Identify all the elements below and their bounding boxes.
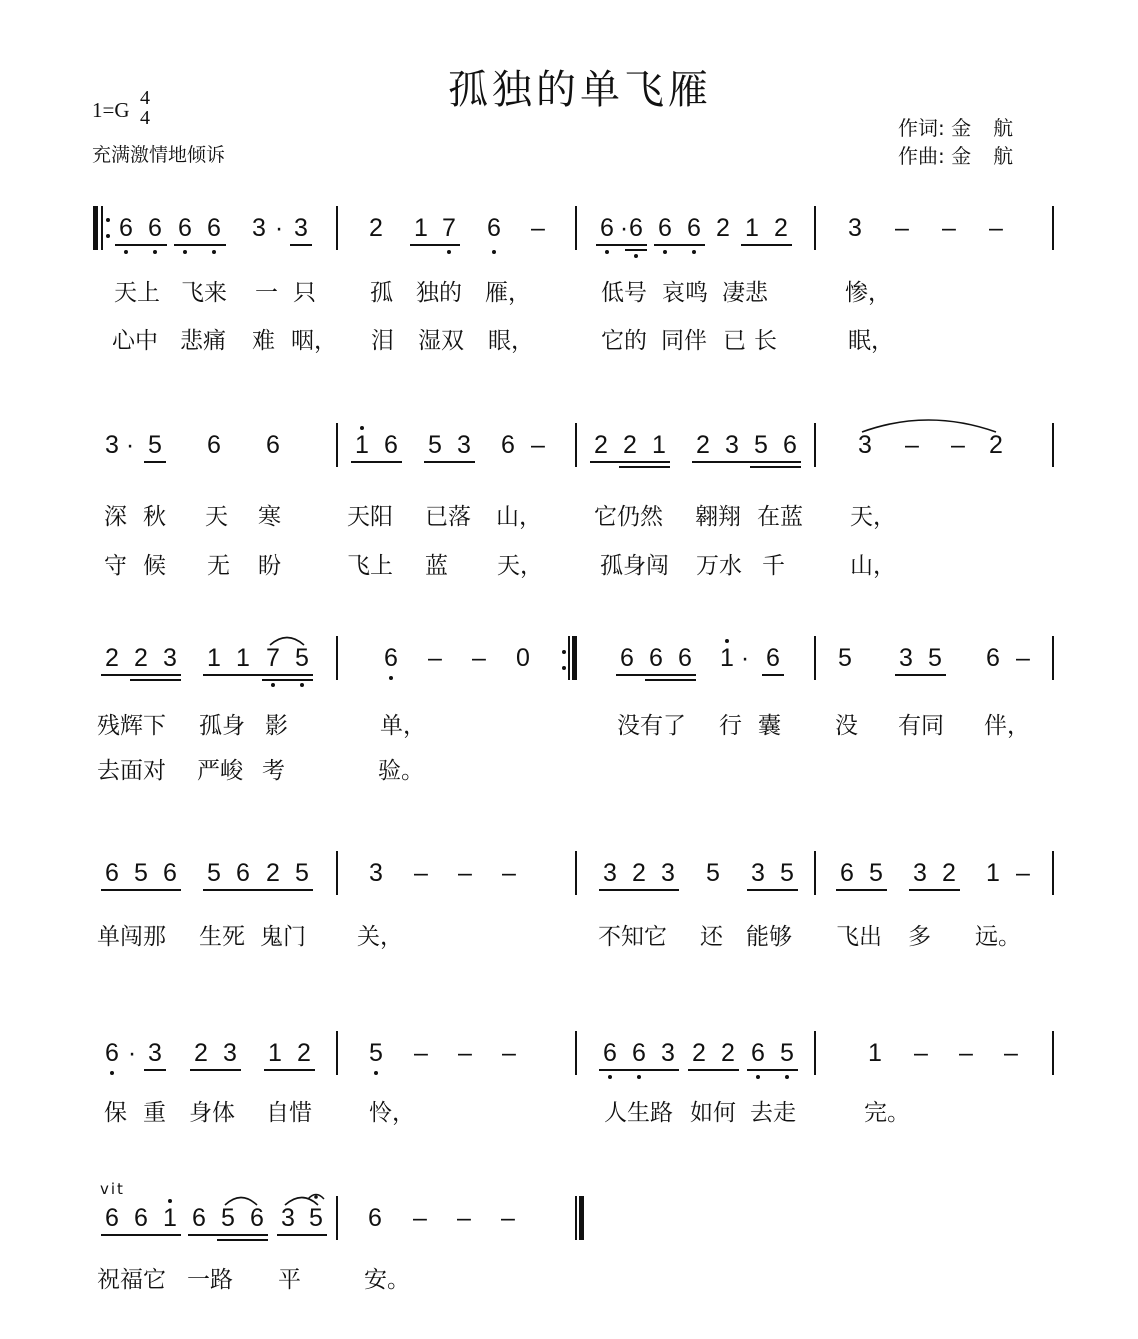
lyric: 没 [835,713,858,739]
lyric: 有同 [898,713,944,739]
lyric: 验。 [378,758,424,784]
note: 3 [603,859,617,887]
lyric: 心中 [112,328,158,354]
note: 1 [207,644,221,672]
note: 2 [194,1039,208,1067]
lyric: 单， [380,713,426,739]
note: 6 [840,859,854,887]
note: 5 [780,859,794,887]
note: 2 [266,859,280,887]
dash: – [501,1204,515,1232]
note: 3 [661,1039,675,1067]
note: 7 [266,644,280,672]
note: 6 [986,644,1000,672]
note: 2 [134,644,148,672]
dash: – [458,1039,472,1067]
dot-extension: · [274,214,284,242]
lyric: 怜， [369,1100,415,1126]
note: 6 [649,644,663,672]
note: 3 [751,859,765,887]
dash: – [414,859,428,887]
note: 5 [221,1204,235,1232]
slur [285,1198,318,1206]
lyric: 天上 [114,280,160,306]
lyric: 已 [723,328,746,354]
note: 6 [368,1204,382,1232]
lyric: 人生路 [604,1100,673,1126]
note: 5 [207,859,221,887]
lyric: 没有了 [617,713,686,739]
slur [225,1198,257,1206]
lyric: 多 [908,924,931,950]
lyric: 山， [496,504,542,530]
lyricist-label: 作词: [898,116,945,140]
note: 2 [594,431,608,459]
note: 3 [252,214,266,242]
dash: – [413,1204,427,1232]
note: 6 [620,644,634,672]
lyric: 已落 [425,504,471,530]
note: 6 [751,1039,765,1067]
note: 6 [384,644,398,672]
lyric: 残辉下 [97,713,166,739]
note: 2 [989,431,1003,459]
lyric: 平 [278,1267,301,1293]
lyric: 重 [143,1100,166,1126]
note: 3 [848,214,862,242]
dash: – [531,214,545,242]
note: 6 [148,214,162,242]
lyric: 深 [104,504,127,530]
tempo-marking: 充满激情地倾诉 [92,144,226,166]
lyric: 单闯那 [97,924,166,950]
note: 1 [720,644,734,672]
note: 6 [105,1039,119,1067]
lyric: 秋 [143,504,166,530]
lyric: 远。 [975,924,1021,950]
note: 3 [725,431,739,459]
dash: – [959,1039,973,1067]
note: 6 [236,859,250,887]
dash: – [1016,859,1030,887]
dash: – [472,644,486,672]
note: 6 [687,214,701,242]
expression-mark: vit [100,1180,125,1198]
note: 6 [192,1204,206,1232]
note: 6 [658,214,672,242]
note: 6 [600,214,614,242]
lyric: 一 [255,280,278,306]
lyric: 天 [205,504,228,530]
dash: – [457,1204,471,1232]
lyric: 盼 [258,553,281,579]
dash: – [942,214,956,242]
note: 5 [369,1039,383,1067]
lyric: 孤身闯 [600,553,669,579]
lyric: 飞上 [347,553,393,579]
note: 6 [487,214,501,242]
lyric: 伴， [984,713,1030,739]
lyric: 考 [262,758,285,784]
lyric: 它仍然 [594,504,663,530]
dash: – [502,859,516,887]
dash: – [1016,644,1030,672]
lyric: 天， [497,553,543,579]
dot-extension: · [125,431,135,459]
note: 6 [783,431,797,459]
note: 1 [868,1039,882,1067]
note: 5 [295,859,309,887]
note: 6 [105,1204,119,1232]
lyric: 生死 [199,924,245,950]
lyric: 咽， [291,328,337,354]
lyric: 祝福它 [97,1267,166,1293]
note: 1 [414,214,428,242]
composer-name: 金航 [951,144,1036,168]
note: 1 [652,431,666,459]
dot-extension: · [740,644,750,672]
lyric: 独的 [416,280,462,306]
note: 6 [629,214,643,242]
lyric: 万水 [696,553,742,579]
dash: – [905,431,919,459]
note: 2 [369,214,383,242]
song-title: 孤独的单飞雁 [448,67,712,113]
lyric: 天阳 [347,504,393,530]
lyric: 能够 [746,924,792,950]
lyric: 关， [357,924,403,950]
lyric: 身体 [189,1100,235,1126]
lyric: 惨， [845,280,891,306]
dash: – [531,431,545,459]
lyric: 蓝 [425,553,448,579]
note: 3 [913,859,927,887]
note: 5 [706,859,720,887]
note: 5 [148,431,162,459]
key-signature: 1=G [92,98,130,122]
note: 2 [297,1039,311,1067]
note: 1 [163,1204,177,1232]
dot-extension: · [619,214,629,242]
note: 5 [295,644,309,672]
note: 1 [268,1039,282,1067]
note: 3 [899,644,913,672]
lyric: 悲痛 [180,328,226,354]
dash: – [428,644,442,672]
lyric: 难 [252,328,275,354]
lyric: 只 [293,280,316,306]
note: 3 [858,431,872,459]
lyric: 千 [762,553,785,579]
note: 5 [134,859,148,887]
note: 6 [603,1039,617,1067]
note: 6 [207,431,221,459]
note: 3 [281,1204,295,1232]
lyric: 保 [104,1100,127,1126]
note: 5 [869,859,883,887]
note: 1 [745,214,759,242]
note: 1 [355,431,369,459]
lyric: 在蓝 [757,504,803,530]
lyric: 候 [143,553,166,579]
lyric: 去面对 [97,758,166,784]
rest: 0 [516,644,530,672]
lyric: 行 [719,713,742,739]
lyric: 不知它 [598,924,667,950]
note: 2 [632,859,646,887]
note: 6 [678,644,692,672]
lyric: 孤身 [199,713,245,739]
note: 6 [266,431,280,459]
dash: – [458,859,472,887]
slur [270,638,304,646]
lyric: 孤 [370,280,393,306]
lyric: 山， [850,553,896,579]
note: 3 [223,1039,237,1067]
dash: – [914,1039,928,1067]
dash: – [502,1039,516,1067]
lyric: 它的 [601,328,647,354]
lyric: 长 [754,328,777,354]
note: 6 [163,859,177,887]
note: 5 [838,644,852,672]
note: 6 [250,1204,264,1232]
lyric: 去走 [750,1100,796,1126]
note: 2 [692,1039,706,1067]
lyric: 鬼门 [260,924,306,950]
note: 2 [696,431,710,459]
lyric: 一路 [187,1267,233,1293]
note: 3 [661,859,675,887]
lyric: 飞来 [181,280,227,306]
note: 6 [207,214,221,242]
dash: – [1004,1039,1018,1067]
note: 2 [716,214,730,242]
lyric: 低号 [601,280,647,306]
note: 5 [309,1204,323,1232]
note: 6 [105,859,119,887]
lyric: 守 [104,553,127,579]
lyric: 飞出 [836,924,882,950]
lyric: 寒 [258,504,281,530]
note: 6 [384,431,398,459]
note: 5 [928,644,942,672]
lyric: 严峻 [197,758,243,784]
lyric: 无 [207,553,230,579]
lyric: 影 [265,713,288,739]
lyric: 哀鸣 [662,280,708,306]
note: 2 [774,214,788,242]
note: 3 [163,644,177,672]
note: 5 [780,1039,794,1067]
lyric: 翱翔 [695,504,741,530]
lyric: 还 [700,924,723,950]
lyric: 如何 [690,1100,736,1126]
lyric: 雁， [485,280,531,306]
composer-label: 作曲: [898,144,945,168]
note: 1 [236,644,250,672]
note: 5 [428,431,442,459]
lyric: 湿双 [418,328,464,354]
time-signature-top: 4 [140,87,150,109]
lyricist-name: 金航 [951,116,1036,140]
dot-extension: · [127,1039,137,1067]
note: 6 [766,644,780,672]
note: 7 [442,214,456,242]
time-signature-bottom: 4 [140,107,150,129]
lyric: 泪 [371,328,394,354]
note: 3 [148,1039,162,1067]
note: 2 [721,1039,735,1067]
tie [862,420,996,432]
note: 3 [105,431,119,459]
note: 3 [294,214,308,242]
lyric: 完。 [864,1100,910,1126]
fermata-dot [314,1195,318,1199]
note: 3 [457,431,471,459]
note: 5 [754,431,768,459]
note: 6 [501,431,515,459]
dash: – [895,214,909,242]
note: 2 [623,431,637,459]
note: 6 [178,214,192,242]
lyric: 同伴 [661,328,707,354]
dash: – [989,214,1003,242]
note: 1 [986,859,1000,887]
note: 2 [105,644,119,672]
note: 2 [942,859,956,887]
lyric: 安。 [364,1267,410,1293]
lyric: 眠， [848,328,894,354]
lyric: 囊 [758,713,781,739]
note: 3 [369,859,383,887]
note: 6 [632,1039,646,1067]
lyric: 眼， [488,328,534,354]
note: 6 [119,214,133,242]
dash: – [951,431,965,459]
lyric: 自惜 [266,1100,312,1126]
lyric: 凄悲 [722,280,768,306]
lyric: 天， [850,504,896,530]
dash: – [414,1039,428,1067]
note: 6 [134,1204,148,1232]
